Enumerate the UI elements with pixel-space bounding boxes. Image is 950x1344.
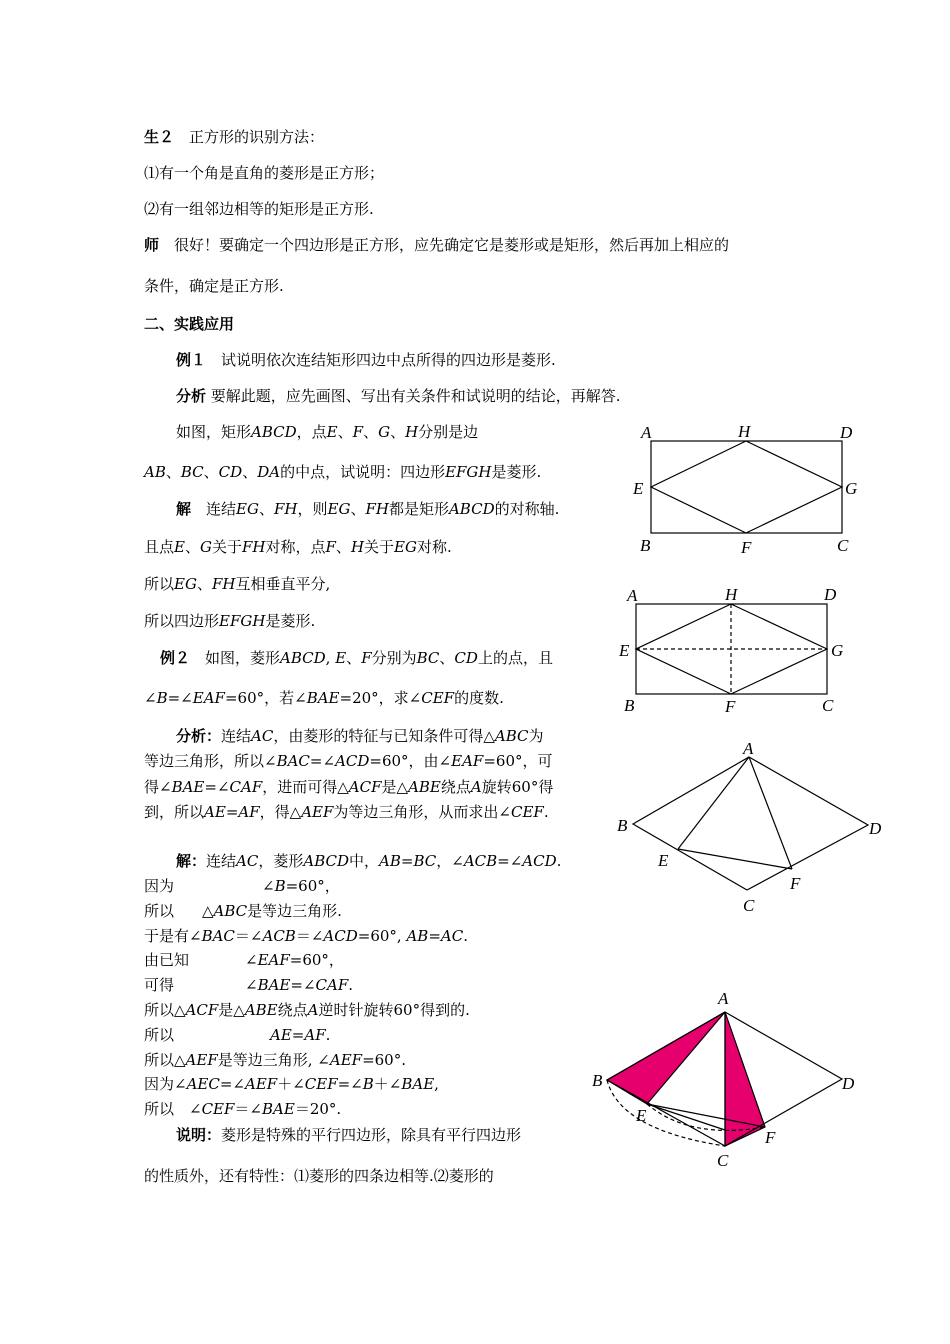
text-segment: 所以△ (144, 1001, 186, 1019)
text-segment: EG (327, 500, 351, 518)
text-segment: 解： (176, 852, 207, 870)
fig2-label-f: F (725, 697, 736, 716)
text-segment: EFGH (445, 463, 492, 481)
text-segment: ABC (494, 727, 529, 745)
text-segment: ABC (213, 902, 248, 920)
text-segment: ACB (463, 852, 498, 870)
text-segment: 说明： (176, 1126, 222, 1144)
text-segment: 、 (203, 463, 219, 481)
text-segment: EG (174, 575, 197, 593)
text-segment: =20°，求∠ (339, 689, 422, 707)
fig2-label-a: A (627, 586, 638, 605)
text-segment: 是等边三角形, ∠ (217, 1051, 330, 1069)
text-segment: 二、实践应用 (144, 315, 235, 333)
text-segment: 逆时针旋转60°得到的. (318, 1001, 470, 1019)
text-segment: 都是矩形 (388, 500, 449, 518)
fig4-label-a: A (718, 989, 729, 1008)
text-segment: AC (236, 852, 259, 870)
text-segment: 所以 ∠ (144, 1100, 202, 1118)
text-segment: . (325, 1026, 331, 1044)
text-segment: CAF (315, 976, 349, 994)
text-segment: CEF (421, 689, 455, 707)
text-segment: ACD (323, 927, 358, 945)
text-segment: 连结 (221, 727, 252, 745)
text-segment: 的度数. (454, 689, 504, 707)
text-segment: 很好！要确定一个四边形是正方形，应先确定它是菱形或是矩形，然后再加上相应的 (159, 236, 730, 254)
fig2-label-g: G (831, 641, 844, 660)
text-segment: △ (202, 902, 214, 920)
text-segment: ∠ (245, 951, 258, 969)
fig2-label-e: E (619, 641, 630, 660)
text-segment: =60°，可 (483, 752, 553, 770)
text-segment: ，则 (297, 500, 328, 518)
text-segment: BAC (201, 927, 235, 945)
text-segment: 是等边三角形. (247, 902, 342, 920)
fig3-rhombus (633, 757, 868, 890)
text-segment: 由已知 (144, 951, 190, 969)
fig1-label-f: F (741, 538, 752, 557)
fig1-label-a: A (641, 423, 652, 442)
text-segment: 绕点 (277, 1001, 308, 1019)
text-segment: 、 (390, 423, 406, 441)
text-segment: 、 (346, 649, 362, 667)
text-segment: ，菱形 (258, 852, 304, 870)
text-segment: 的对称轴. (494, 500, 560, 518)
text-segment: FH (211, 575, 236, 593)
text-segment: 例２ (160, 649, 191, 667)
text-segment: 分别为 (371, 649, 417, 667)
text-segment: H (405, 423, 419, 441)
text-segment: E (326, 423, 338, 441)
figure-3 (633, 757, 868, 890)
text-segment: 的性质外，还有特性：⑴菱形的四条边相等.⑵菱形的 (144, 1167, 494, 1185)
text-segment: 条件，确定是正方形. (144, 277, 284, 295)
text-segment: 分别是边 (418, 423, 479, 441)
text-segment: CD (454, 649, 478, 667)
fig3-segment-ae (678, 757, 749, 849)
text-segment: 关于 (364, 538, 395, 556)
fig3-label-c: C (743, 896, 755, 915)
text-segment: EAF (451, 752, 484, 770)
text-segment: 对称. (416, 538, 452, 556)
text-segment: A (470, 778, 482, 796)
text-segment: 所以 (144, 575, 175, 593)
text-segment: ＝∠ (234, 927, 263, 945)
text-segment: AEC (186, 1075, 220, 1093)
text-segment: = (291, 1026, 305, 1044)
text-segment: F (352, 423, 364, 441)
fig3-label-a: A (743, 739, 754, 758)
fig4-label-d: D (842, 1074, 855, 1093)
text-segment: =60°， (289, 951, 344, 969)
text-segment: 、 (337, 423, 353, 441)
text-segment: 、 (258, 500, 274, 518)
text-segment: G (199, 538, 212, 556)
text-segment: 为等边三角形，从而求出∠ (333, 803, 511, 821)
text-segment: ACB (262, 927, 296, 945)
text-segment: ABCD (303, 852, 349, 870)
text-segment: FH (273, 500, 298, 518)
text-segment: AE (204, 803, 226, 821)
text-segment: =60°， (285, 877, 340, 895)
text-segment: 所以四边形 (144, 612, 220, 630)
text-segment: ∠ (262, 877, 275, 895)
text-segment: 生２ (144, 128, 175, 146)
text-segment: CD (218, 463, 243, 481)
text-segment: ，∠ (436, 852, 464, 870)
text-segment: ABE (244, 1001, 278, 1019)
text-segment: BC (413, 852, 437, 870)
text-segment: =60°. (362, 1051, 406, 1069)
text-segment: 菱形是特殊的平行四边形，除具有平行四边形 (221, 1126, 522, 1144)
fig1-rhombus (651, 441, 842, 533)
text-segment: EAF (257, 951, 290, 969)
text-segment: EAF (192, 689, 225, 707)
text-segment: . (556, 852, 562, 870)
fig1-rectangle (651, 441, 842, 533)
fig3-label-e: E (658, 851, 669, 870)
text-segment: 例１ (176, 351, 207, 369)
text-segment: ＝∠ (295, 927, 324, 945)
text-segment: 中， (349, 852, 380, 870)
text-segment: 、 (242, 463, 258, 481)
text-segment: , (325, 649, 336, 667)
text-segment: 可得 (144, 976, 175, 994)
text-segment: 到，所以 (144, 803, 205, 821)
figure-1 (651, 441, 842, 533)
text-segment: 是菱形. (491, 463, 542, 481)
text-segment: AB (406, 927, 429, 945)
text-segment: AE (270, 1026, 292, 1044)
text-segment: DA (257, 463, 281, 481)
text-segment: F (361, 649, 372, 667)
text-segment: ，由菱形的特征与已知条件可得△ (273, 727, 495, 745)
text-segment: CEF (304, 1075, 338, 1093)
fig2-label-d: D (824, 585, 837, 604)
text-segment: 正方形的识别方法： (174, 128, 325, 146)
text-segment: H (350, 538, 365, 556)
figure-4 (607, 1012, 842, 1146)
fig2-label-c: C (822, 696, 834, 715)
fig1-label-h: H (738, 422, 751, 441)
text-segment: 、 (165, 463, 181, 481)
text-segment: 所以 (144, 902, 175, 920)
text-segment: ABCD (251, 423, 297, 441)
text-segment: BAE (257, 976, 291, 994)
text-segment: =60°，由∠ (369, 752, 452, 770)
text-segment: 为 (528, 727, 544, 745)
text-segment: ABCD (280, 649, 326, 667)
fig1-label-e: E (633, 479, 644, 498)
text-segment: 是△ (381, 778, 409, 796)
fig2-label-b: B (624, 696, 635, 715)
text-segment: EG (236, 500, 259, 518)
text-segment: 要解此题，应先画图、写出有关条件和试说明的结论，再解答. (206, 387, 621, 405)
text-segment: 连结 (206, 852, 237, 870)
text-segment: EFGH (219, 612, 266, 630)
text-segment: B (274, 877, 286, 895)
text-segment: 是菱形. (265, 612, 316, 630)
text-segment: AB (379, 852, 401, 870)
text-segment: 分析 (176, 387, 207, 405)
fig3-label-d: D (869, 819, 882, 838)
text-segment: 分析： (176, 727, 222, 745)
text-segment: 得∠ (144, 778, 172, 796)
fig4-label-b: B (592, 1071, 603, 1090)
fig4-label-f: F (765, 1128, 776, 1147)
text-segment: 所以△ (144, 1051, 186, 1069)
text-segment: 解 (176, 500, 192, 518)
text-segment: 师 (144, 236, 160, 254)
text-segment: 关于 (211, 538, 242, 556)
text-segment: . (348, 976, 354, 994)
text-segment: 如图，矩形 (176, 423, 252, 441)
text-segment: 是△ (218, 1001, 245, 1019)
text-segment: AF (304, 1026, 326, 1044)
text-segment: =60°, (357, 927, 407, 945)
fig4-label-e: E (636, 1106, 647, 1125)
text-segment: 等边三角形，所以∠ (144, 752, 277, 770)
text-segment: 上的点，且 (477, 649, 553, 667)
fig2-label-h: H (725, 585, 738, 604)
text-segment: ACD (335, 752, 370, 770)
text-segment: BC (180, 463, 204, 481)
text-segment: CEF (510, 803, 544, 821)
fig1-label-b: B (640, 536, 651, 555)
fig1-label-d: D (840, 423, 853, 442)
text-segment: ，进而可得△ (262, 778, 349, 796)
text-segment: ACF (348, 778, 382, 796)
text-segment: = (400, 852, 414, 870)
text-segment: ACF (185, 1001, 219, 1019)
text-segment: AEF (329, 1051, 363, 1069)
text-segment: 、 (363, 423, 379, 441)
text-segment: ⑵有一组邻边相等的矩形是正方形. (144, 200, 374, 218)
text-segment: B (362, 1075, 374, 1093)
text-segment: ，得△ (259, 803, 302, 821)
text-segment: A (307, 1001, 319, 1019)
text-segment: ∠ (245, 976, 258, 994)
text-segment: AEF (185, 1051, 218, 1069)
text-segment: 互相垂直平分, (235, 575, 331, 593)
text-segment: ∠ (144, 689, 157, 707)
text-segment: ⑴有一个角是直角的菱形是正方形； (144, 164, 385, 182)
text-segment: 因为∠ (144, 1075, 187, 1093)
text-segment: 、 (196, 575, 212, 593)
text-segment: AEF (244, 1075, 278, 1093)
text-segment: EG (394, 538, 417, 556)
text-segment: CEF (201, 1100, 235, 1118)
fig4-label-c: C (717, 1151, 729, 1170)
text-segment: 、 (184, 538, 200, 556)
text-segment: = (428, 927, 441, 945)
text-segment: BAE (262, 1100, 295, 1118)
fig1-label-c: C (837, 536, 849, 555)
text-segment: 绕点 (440, 778, 471, 796)
fig1-label-g: G (845, 479, 858, 498)
text-segment: ABE (408, 778, 441, 796)
text-segment: BAC (276, 752, 310, 770)
text-segment: E (174, 538, 185, 556)
text-segment: 所以 (144, 1026, 175, 1044)
text-segment: AEF (301, 803, 334, 821)
text-segment: FH (365, 500, 389, 518)
fig3-segment-ef (678, 849, 792, 869)
text-segment: . (463, 927, 468, 945)
text-segment: ＋∠ (277, 1075, 305, 1093)
text-segment: 于是有∠ (144, 927, 202, 945)
text-segment: 旋转60°得 (481, 778, 554, 796)
text-segment: 连结 (191, 500, 237, 518)
text-segment: = (225, 803, 239, 821)
text-segment: 对称，点 (265, 538, 326, 556)
text-segment: 、 (335, 538, 351, 556)
text-segment: . (543, 803, 549, 821)
text-segment: ，点 (296, 423, 327, 441)
text-segment: BC (416, 649, 440, 667)
text-segment: CAF (229, 778, 263, 796)
text-segment: E (335, 649, 347, 667)
text-segment: 且点 (144, 538, 175, 556)
text-segment: ＋∠ (373, 1075, 402, 1093)
text-segment: AC (251, 727, 274, 745)
text-segment: 的中点，试说明：四边形 (280, 463, 446, 481)
text-segment: 因为 (144, 877, 175, 895)
text-segment: B (156, 689, 168, 707)
text-segment: FH (241, 538, 266, 556)
figure-2 (636, 604, 827, 694)
text-segment: AC (440, 927, 464, 945)
text-segment: =∠ (290, 976, 316, 994)
text-segment: BAE (401, 1075, 435, 1093)
fig3-label-b: B (617, 816, 628, 835)
text-segment: =∠ (204, 778, 230, 796)
text-segment: =∠ (309, 752, 336, 770)
text-segment: BAE (306, 689, 340, 707)
text-segment: =∠ (337, 1075, 363, 1093)
fig3-label-f: F (790, 874, 801, 893)
text-segment: 、 (350, 500, 366, 518)
text-segment: ACD (522, 852, 557, 870)
text-segment: 、 (439, 649, 455, 667)
text-segment: G (378, 423, 391, 441)
text-segment: F (325, 538, 336, 556)
text-segment: =∠ (497, 852, 523, 870)
text-segment: =∠ (167, 689, 193, 707)
text-segment: , (434, 1075, 439, 1093)
text-segment: AF (238, 803, 260, 821)
text-segment: ABCD (448, 500, 495, 518)
text-segment: BAE (171, 778, 205, 796)
text-segment: 如图，菱形 (190, 649, 281, 667)
text-segment: =60°，若∠ (224, 689, 307, 707)
text-segment: 试说明依次连结矩形四边中点所得的四边形是菱形. (206, 351, 556, 369)
text-segment: =∠ (219, 1075, 245, 1093)
text-segment: ＝20°. (294, 1100, 342, 1118)
fig3-segment-af (749, 757, 792, 869)
text-segment: ＝∠ (234, 1100, 262, 1118)
text-segment: AB (144, 463, 166, 481)
